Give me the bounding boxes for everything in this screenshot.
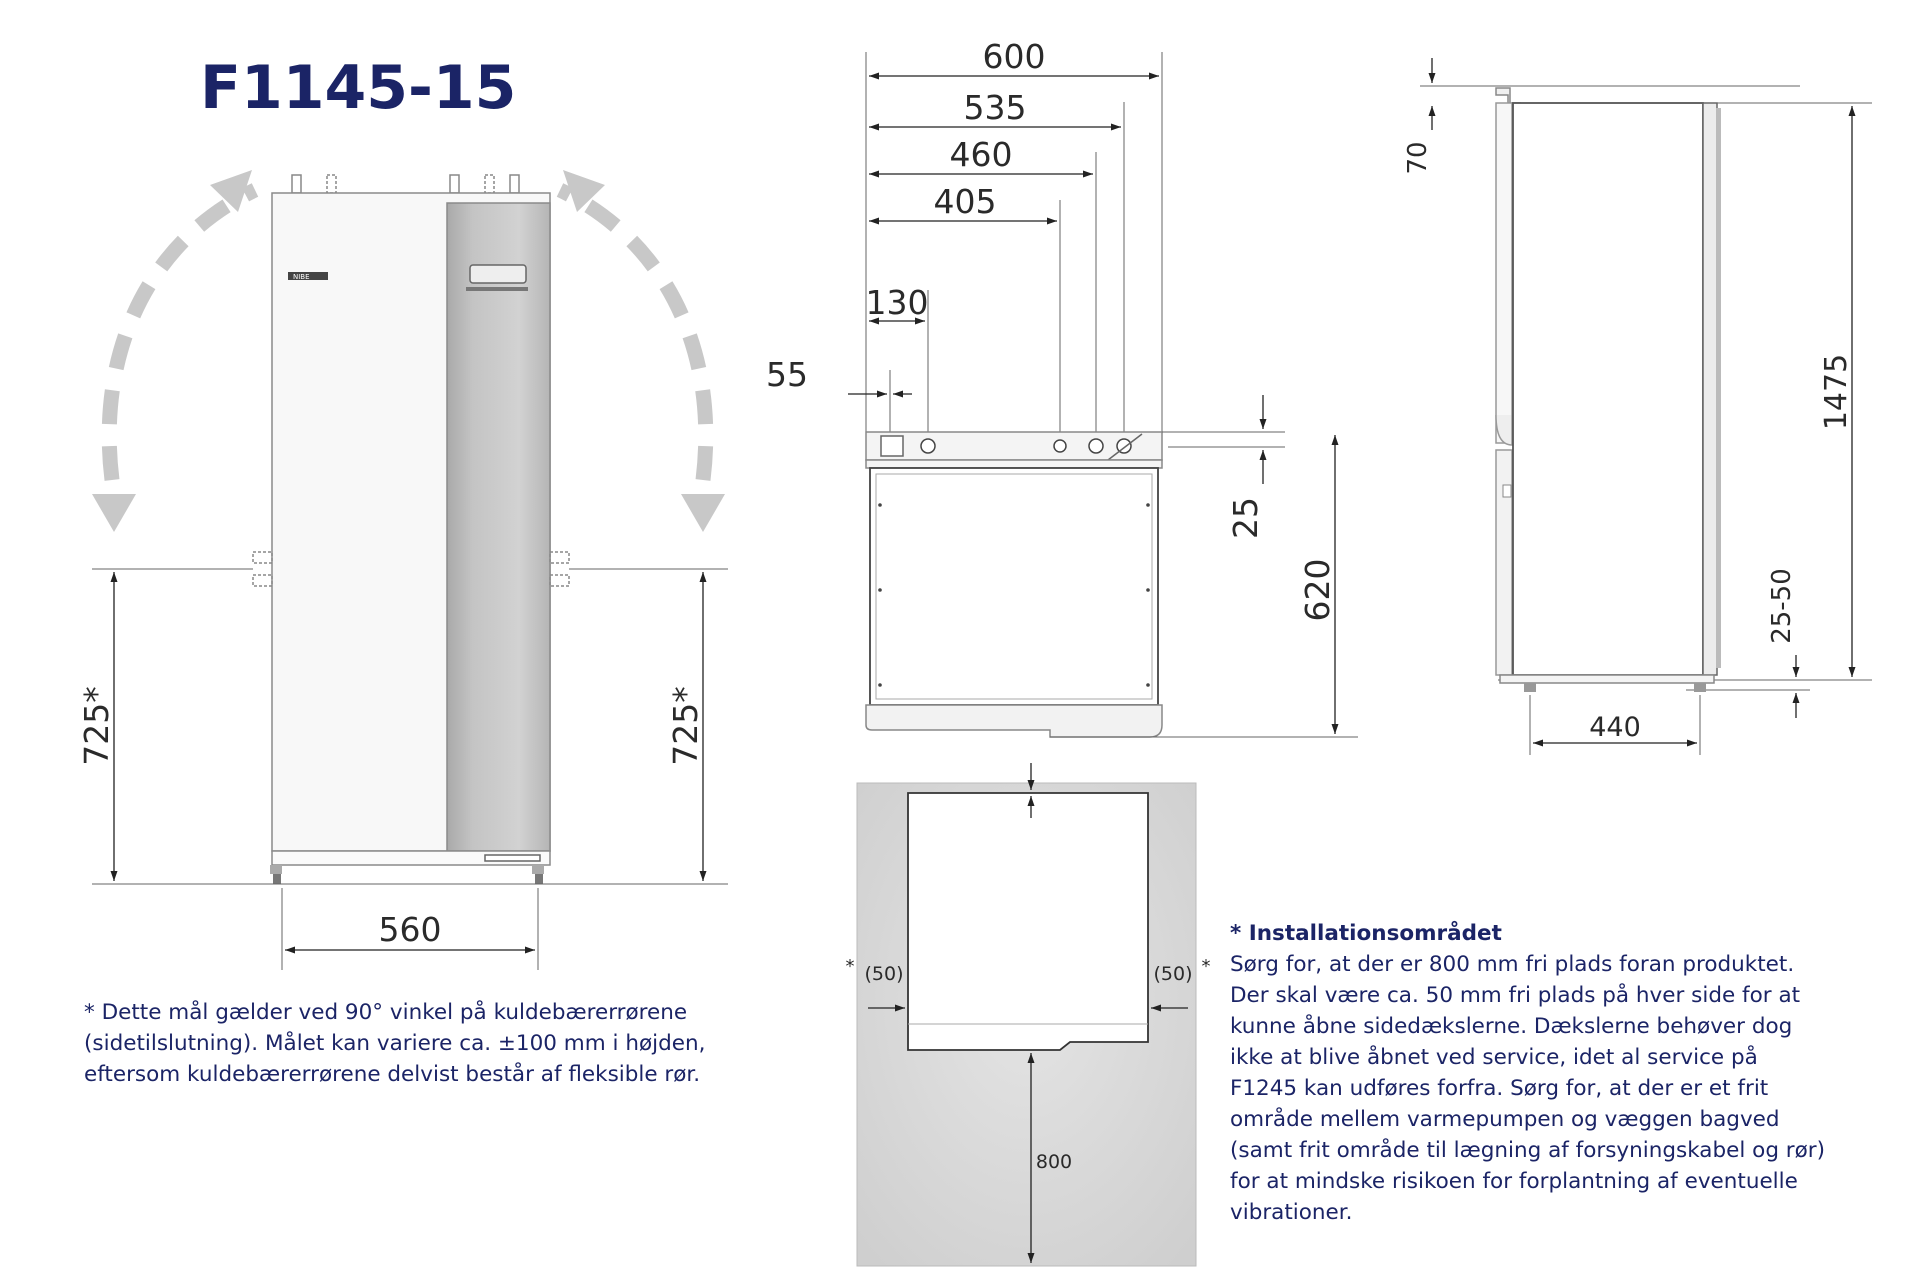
footnote-side-connection: * Dette mål gælder ved 90° vinkel på kuldebærerrørene (sidetilslutning). Målet kan variere ca. ±100 mm i højden, eftersom kuldebærerrørene delvist består af fleksible rør.	[84, 1000, 706, 1087]
dim-top-460: 460	[949, 135, 1013, 174]
dim-clearance-front: 800	[1035, 1151, 1073, 1173]
front-cover-panel	[447, 203, 550, 851]
door-swing-arrowhead-right-bottom	[681, 494, 725, 532]
installation-clearance-plan	[846, 763, 1211, 1266]
dim-top-55: 55	[766, 355, 808, 394]
side-view	[1403, 58, 1872, 755]
top-view-cabinet	[870, 468, 1158, 705]
installation-notes	[1230, 918, 1830, 1228]
dim-top-25: 25	[1226, 497, 1265, 539]
dim-front-width: 560	[378, 910, 442, 949]
dim-side-height: 1475	[1819, 353, 1854, 431]
clearance-left-asterisk: *	[845, 956, 855, 977]
clearance-unit-outline	[908, 793, 1148, 1050]
dim-top-depth: 620	[1298, 558, 1337, 622]
brand-logo-text: NIBE	[293, 273, 310, 281]
door-swing-arrow-left	[109, 190, 255, 480]
product-title: F1145-15	[200, 53, 517, 123]
clearance-right-asterisk: *	[1201, 956, 1211, 977]
dim-side-440: 440	[1589, 712, 1641, 743]
front-view	[77, 170, 728, 970]
dim-side-feet: 25-50	[1767, 568, 1797, 644]
side-view-cabinet	[1513, 103, 1703, 675]
installation-body: Sørg for, at der er 800 mm fri plads foran produktet. Der skal være ca. 50 mm fri plads på hver side for at kunne åbne sidedækslerne. Dækslerne behøver dog ikke at blive åbnet ved service, idet al service på F1245 kan udføres forfra. Sørg for, at der er et frit område mellem varmepumpen og væggen bagved (samt frit område til lægning af forsyningskabel og rør) for at mindske risikoen for forplantning af eventuelle vibrationer.	[1230, 952, 1826, 1225]
dim-top-535: 535	[963, 88, 1027, 127]
pipe-connection-1	[921, 439, 935, 453]
display-window	[470, 265, 526, 283]
dim-top-130: 130	[865, 283, 929, 322]
pipe-connection-2	[1054, 440, 1066, 452]
dim-top-405: 405	[933, 182, 997, 221]
dim-side-connection-right: 725*	[666, 686, 705, 766]
dim-clearance-right: (50)	[1153, 963, 1193, 985]
top-view	[766, 37, 1358, 737]
dim-clearance-left: (50)	[864, 963, 904, 985]
door-swing-arrow-right	[560, 190, 706, 480]
dim-side-connection-left: 725*	[77, 686, 116, 766]
pipe-connection-3	[1089, 439, 1103, 453]
dim-side-70: 70	[1403, 141, 1433, 175]
door-swing-arrowhead-left-bottom	[92, 494, 136, 532]
dim-top-600: 600	[982, 37, 1046, 76]
installation-heading: * Installationsområdet	[1230, 921, 1502, 946]
